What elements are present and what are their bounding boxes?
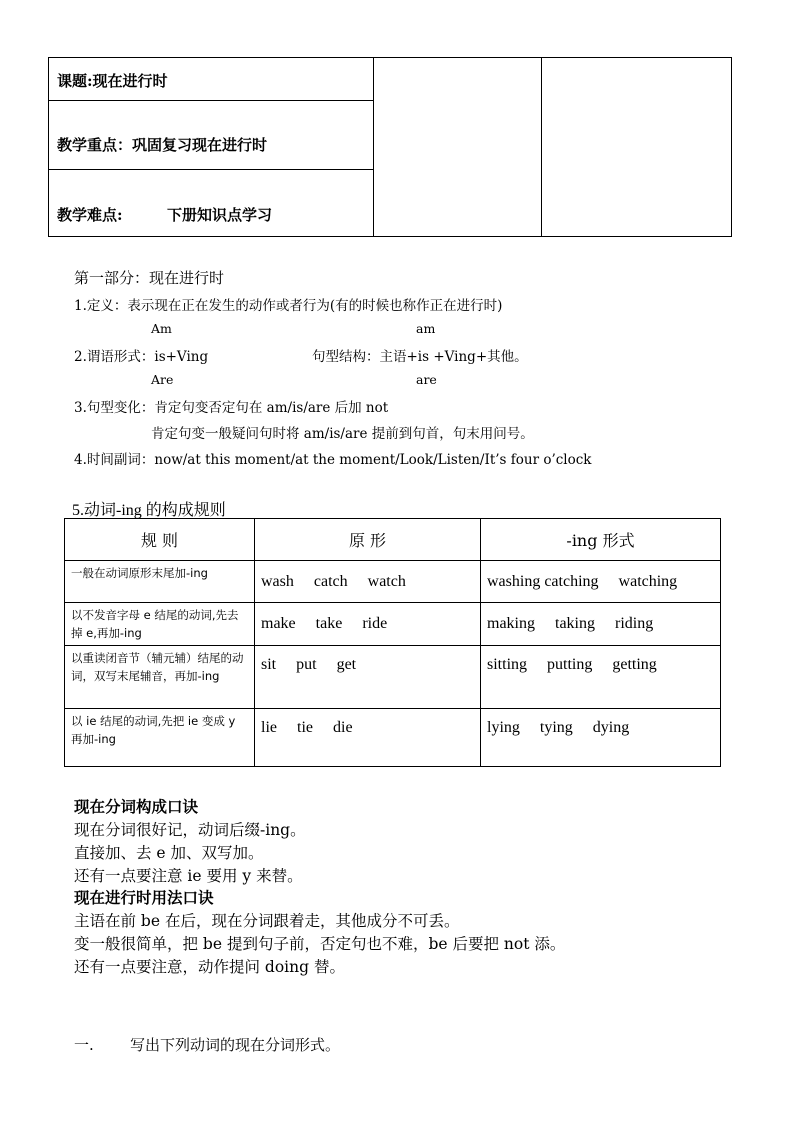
ing-section-title: 5.动词-ing 的构成规则 [72, 502, 226, 519]
are-left: Are [151, 372, 174, 387]
mnemonic-line: 还有一点要注意，动作提问 doing 替。 [74, 958, 345, 976]
base-cell [255, 603, 481, 646]
ing-word: getting [612, 656, 657, 673]
am-left: Am [151, 321, 172, 336]
table-row [65, 561, 721, 603]
exercise-instruction: 写出下列动词的现在分词形式。 [130, 1036, 341, 1054]
rule-cell: 以不发音字母 e 结尾的动词,先去掉 e,再加-ing [65, 603, 255, 646]
rule-cell: 以重读闭音节（辅元辅）结尾的动词，双写末尾辅音，再加-ing [65, 646, 255, 709]
base-word: tie [297, 719, 313, 736]
base-word: ride [362, 615, 388, 632]
base-word: wash [261, 572, 294, 590]
header-ing: -ing 形式 [481, 519, 721, 561]
table-row [65, 646, 721, 709]
table-divider [373, 58, 374, 236]
base-word: get [336, 656, 357, 673]
ing-word: catching [544, 572, 599, 590]
mnemonic-title-1: 现在分词构成口诀 [74, 797, 199, 816]
ing-word: putting [547, 656, 593, 673]
base-word: watch [367, 572, 406, 590]
base-word: make [261, 615, 296, 632]
sentence-change-1: 3.句型变化：肯定句变否定句在 am/is/are 后加 not [74, 400, 389, 416]
table-header-row [65, 519, 721, 561]
rule-cell: 一般在动词原形末尾加-ing [65, 561, 255, 603]
base-cell [255, 561, 481, 603]
ing-word: sitting [487, 656, 528, 673]
ing-word: watching [618, 572, 678, 590]
teaching-difficulty-label: 教学难点: [57, 206, 123, 224]
base-word: catch [313, 572, 348, 590]
table-divider [49, 100, 373, 101]
header-rule: 规 则 [65, 519, 255, 561]
ing-word: washing [487, 572, 541, 590]
base-word: sit [261, 656, 277, 673]
lesson-header-table [48, 57, 732, 237]
predicate-form: 2.谓语形式：is+Ving [74, 349, 209, 365]
mnemonic-line: 变一般很简单，把 be 提到句子前，否定句也不难，be 后要把 not 添。 [74, 935, 566, 953]
table-divider [541, 58, 542, 236]
sentence-structure: 句型结构：主语+is +Ving+其他。 [312, 349, 528, 365]
teaching-difficulty-value: 下册知识点学习 [167, 206, 273, 224]
mnemonic-line: 还有一点要注意 ie 要用 y 来替。 [74, 867, 303, 885]
ing-cell [481, 646, 721, 709]
definition: 1.定义：表示现在正在发生的动作或者行为(有的时候也称作正在进行时) [74, 298, 503, 314]
rule-cell: 以 ie 结尾的动词,先把 ie 变成 y 再加-ing [65, 709, 255, 767]
ing-word: dying [592, 719, 630, 736]
am-right: am [416, 321, 436, 336]
ing-rules-table [64, 518, 721, 767]
ing-cell [481, 561, 721, 603]
teaching-focus: 教学重点：巩固复习现在进行时 [57, 136, 268, 154]
header-base: 原 形 [255, 519, 481, 561]
base-cell [255, 709, 481, 767]
mnemonic-title-2: 现在进行时用法口诀 [74, 888, 214, 907]
base-word: lie [261, 719, 277, 736]
base-cell [255, 646, 481, 709]
ing-word: riding [615, 615, 654, 632]
ing-cell [481, 603, 721, 646]
base-word: put [296, 656, 317, 673]
base-word: die [333, 719, 353, 736]
mnemonic-line: 现在分词很好记，动词后缀-ing。 [74, 821, 306, 839]
part1-title: 第一部分：现在进行时 [74, 269, 225, 287]
table-divider [49, 169, 373, 170]
exercise-number: 一. [74, 1036, 94, 1054]
ing-word: tying [539, 719, 573, 736]
ing-word: taking [555, 615, 595, 632]
ing-word: making [487, 615, 535, 632]
lesson-topic: 课题:现在进行时 [57, 72, 168, 90]
table-row [65, 709, 721, 767]
mnemonic-line: 主语在前 be 在后，现在分词跟着走，其他成分不可丢。 [74, 912, 460, 930]
ing-word: lying [487, 719, 520, 736]
sentence-change-2: 肯定句变一般疑问句时将 am/is/are 提前到句首，句末用问号。 [151, 426, 534, 442]
table-row [65, 603, 721, 646]
mnemonic-line: 直接加、去 e 加、双写加。 [74, 844, 264, 862]
time-adverbs: 4.时间副词：now/at this moment/at the moment/Look/Listen/It’s four o’clock [74, 452, 592, 468]
base-word: take [315, 615, 343, 632]
are-right: are [416, 372, 437, 387]
ing-cell [481, 709, 721, 767]
